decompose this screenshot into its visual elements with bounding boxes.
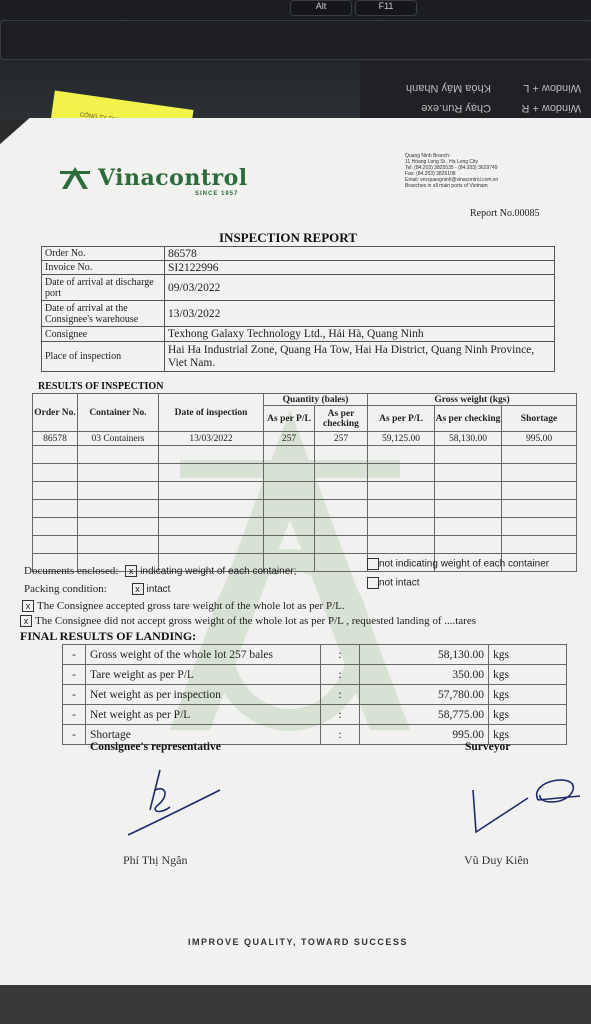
- col-qty-checking: As per checking: [315, 406, 368, 432]
- row-dash: -: [63, 705, 86, 725]
- col-gross-weight: Gross weight (kgs): [368, 394, 577, 406]
- col-container-no: Container No.: [78, 394, 159, 432]
- cell-order-no: 86578: [33, 432, 78, 446]
- results-title: RESULTS OF INSPECTION: [38, 381, 164, 392]
- cell-container-no: 03 Containers: [78, 432, 159, 446]
- documents-option-2-line: [367, 558, 549, 570]
- warehouse-label: Date of arrival at the Consignee's warehouse: [42, 301, 165, 327]
- packing-option-2: not intact: [379, 577, 420, 589]
- consignee-label: Consignee: [42, 327, 165, 342]
- report-number: Report No.00085: [470, 208, 540, 219]
- row-colon: :: [321, 725, 360, 745]
- consignee-signature: [120, 765, 230, 845]
- f11-key-label: F11: [378, 1, 394, 11]
- table-row: [63, 645, 567, 665]
- net-pl-value: 58,775.00: [360, 705, 489, 725]
- invoice-value: SI2122996: [165, 261, 555, 275]
- branch-address: [405, 153, 575, 189]
- results-table: [32, 393, 577, 572]
- shortage-unit: kgs: [489, 725, 567, 745]
- surveyor-signature: [468, 770, 583, 840]
- shortage-label: Shortage: [86, 725, 321, 745]
- consignee-accepted-text: The Consignee accepted gross tare weight of the whole lot as per P/L.: [37, 600, 345, 612]
- company-motto: IMPROVE QUALITY, TOWARD SUCCESS: [188, 937, 408, 947]
- net-pl-unit: kgs: [489, 705, 567, 725]
- gross-weight-value: 58,130.00: [360, 645, 489, 665]
- row-colon: :: [321, 665, 360, 685]
- consignee-accepted-line: [22, 600, 345, 612]
- since-label: SINCE 1957: [195, 191, 239, 197]
- floor: [0, 985, 591, 1024]
- order-info-table: [41, 246, 555, 372]
- upside-down-label: [360, 62, 591, 120]
- col-quantity: Quantity (bales): [264, 394, 368, 406]
- tare-weight-unit: kgs: [489, 665, 567, 685]
- surveyor-name: Vũ Duy Kiên: [464, 853, 529, 867]
- blank-row: [33, 518, 577, 536]
- invoice-label: Invoice No.: [42, 261, 165, 275]
- gross-weight-unit: kgs: [489, 645, 567, 665]
- row-dash: -: [63, 665, 86, 685]
- alt-key-label: Alt: [315, 1, 327, 11]
- not-accepted-checkbox[interactable]: x: [20, 615, 32, 627]
- warehouse-value: 13/03/2022: [165, 301, 555, 327]
- cell-gross-checking: 58,130.00: [435, 432, 502, 446]
- documents-option-2: not indicating weight of each container: [379, 558, 550, 570]
- net-inspection-unit: kgs: [489, 685, 567, 705]
- table-row: [33, 432, 577, 446]
- final-results-table: [62, 644, 567, 745]
- tare-weight-value: 350.00: [360, 665, 489, 685]
- shortcut-label-3: Window + L: [523, 82, 581, 94]
- report-title: INSPECTION REPORT: [219, 230, 357, 245]
- col-qty-pl: As per P/L: [264, 406, 315, 432]
- packing-checkbox-checked[interactable]: x: [132, 583, 144, 595]
- company-name: Vinacontrol: [98, 165, 248, 191]
- cell-gross-pl: 59,125.00: [368, 432, 435, 446]
- surveyor-label: Surveyor: [465, 741, 511, 753]
- documents-label: Documents enclosed:: [24, 565, 119, 577]
- cell-qty-pl: 257: [264, 432, 315, 446]
- packing-checkbox-unchecked[interactable]: [367, 577, 379, 589]
- arrival-label: Date of arrival at discharge port: [42, 275, 165, 301]
- blank-row: [33, 446, 577, 464]
- consignee-rep-label: Consignee's representative: [90, 741, 221, 753]
- packing-option-2-line: [367, 577, 420, 589]
- f11-key: [355, 0, 417, 16]
- shortcut-label-2: Chạy Run.exe: [421, 102, 491, 114]
- final-results-title: FINAL RESULTS OF LANDING:: [20, 629, 197, 643]
- net-inspection-label: Net weight as per inspection: [86, 685, 321, 705]
- consignee-not-accepted-text: The Consignee did not accept gross weight of the whole lot as per P/L , requested landing of ....tares: [35, 615, 477, 627]
- branch-line: 11 Hoang Long St., Ha Long City: [405, 159, 479, 165]
- net-pl-label: Net weight as per P/L: [86, 705, 321, 725]
- col-shortage: Shortage: [502, 406, 577, 432]
- place-label: Place of inspection: [42, 342, 165, 372]
- packing-option-1: intact: [146, 584, 171, 595]
- table-row: [63, 685, 567, 705]
- documents-option-1: indicating weight of each container;: [140, 566, 297, 577]
- branch-line: Quang Ninh Branch:: [405, 153, 451, 159]
- packing-line: [24, 583, 170, 595]
- order-no-label: Order No.: [42, 247, 165, 261]
- branch-line: Email: vncquangninh@vinacontrol.com.vn: [405, 177, 499, 183]
- key-row: [0, 20, 591, 60]
- packing-label: Packing condition:: [24, 583, 107, 595]
- consignee-name: Phí Thị Ngân: [123, 853, 188, 867]
- documents-checkbox-checked[interactable]: x: [125, 565, 137, 577]
- branch-line: Fax: (84.203) 3826108: [405, 171, 456, 177]
- col-order-no: Order No.: [33, 394, 78, 432]
- blank-row: [33, 482, 577, 500]
- consignee-not-accepted-line: [20, 615, 476, 627]
- row-dash: -: [63, 645, 86, 665]
- table-row: [63, 705, 567, 725]
- arrival-value: 09/03/2022: [165, 275, 555, 301]
- tare-weight-label: Tare weight as per P/L: [86, 665, 321, 685]
- row-colon: :: [321, 645, 360, 665]
- blank-row: [33, 536, 577, 554]
- shortcut-label-4: Khóa Máy Nhanh: [406, 82, 491, 94]
- branch-line: Branches in all main ports of Vietnam: [405, 183, 488, 189]
- accepted-checkbox[interactable]: x: [22, 600, 34, 612]
- shortcut-label-1: Window + R: [521, 102, 581, 114]
- consignee-value: Texhong Galaxy Technology Ltd., Hải Hà, Quang Ninh: [165, 327, 555, 342]
- row-dash: -: [63, 685, 86, 705]
- cell-qty-checking: 257: [315, 432, 368, 446]
- place-value: Hai Ha Industrial Zone, Quang Ha Tow, Hai Ha District, Quang Ninh Province, Viet Nam.: [165, 342, 555, 372]
- row-colon: :: [321, 705, 360, 725]
- blank-row: [33, 464, 577, 482]
- scale-icon: [58, 165, 92, 191]
- gross-weight-label: Gross weight of the whole lot 257 bales: [86, 645, 321, 665]
- cell-shortage: 995.00: [502, 432, 577, 446]
- table-row: [63, 665, 567, 685]
- col-gross-checking: As per checking: [435, 406, 502, 432]
- col-gross-pl: As per P/L: [368, 406, 435, 432]
- row-dash: -: [63, 725, 86, 745]
- blank-row: [33, 500, 577, 518]
- company-logo: [58, 165, 248, 191]
- order-no-value: 86578: [165, 247, 555, 261]
- branch-line: Tel: (84.203) 3825535 - (84.203) 3629749: [405, 165, 498, 171]
- documents-line: [24, 565, 296, 577]
- shortage-value: 995.00: [360, 725, 489, 745]
- net-inspection-value: 57,780.00: [360, 685, 489, 705]
- row-colon: :: [321, 685, 360, 705]
- cell-date: 13/03/2022: [159, 432, 264, 446]
- documents-checkbox-unchecked[interactable]: [367, 558, 379, 570]
- col-date: Date of inspection: [159, 394, 264, 432]
- alt-key: [290, 0, 352, 16]
